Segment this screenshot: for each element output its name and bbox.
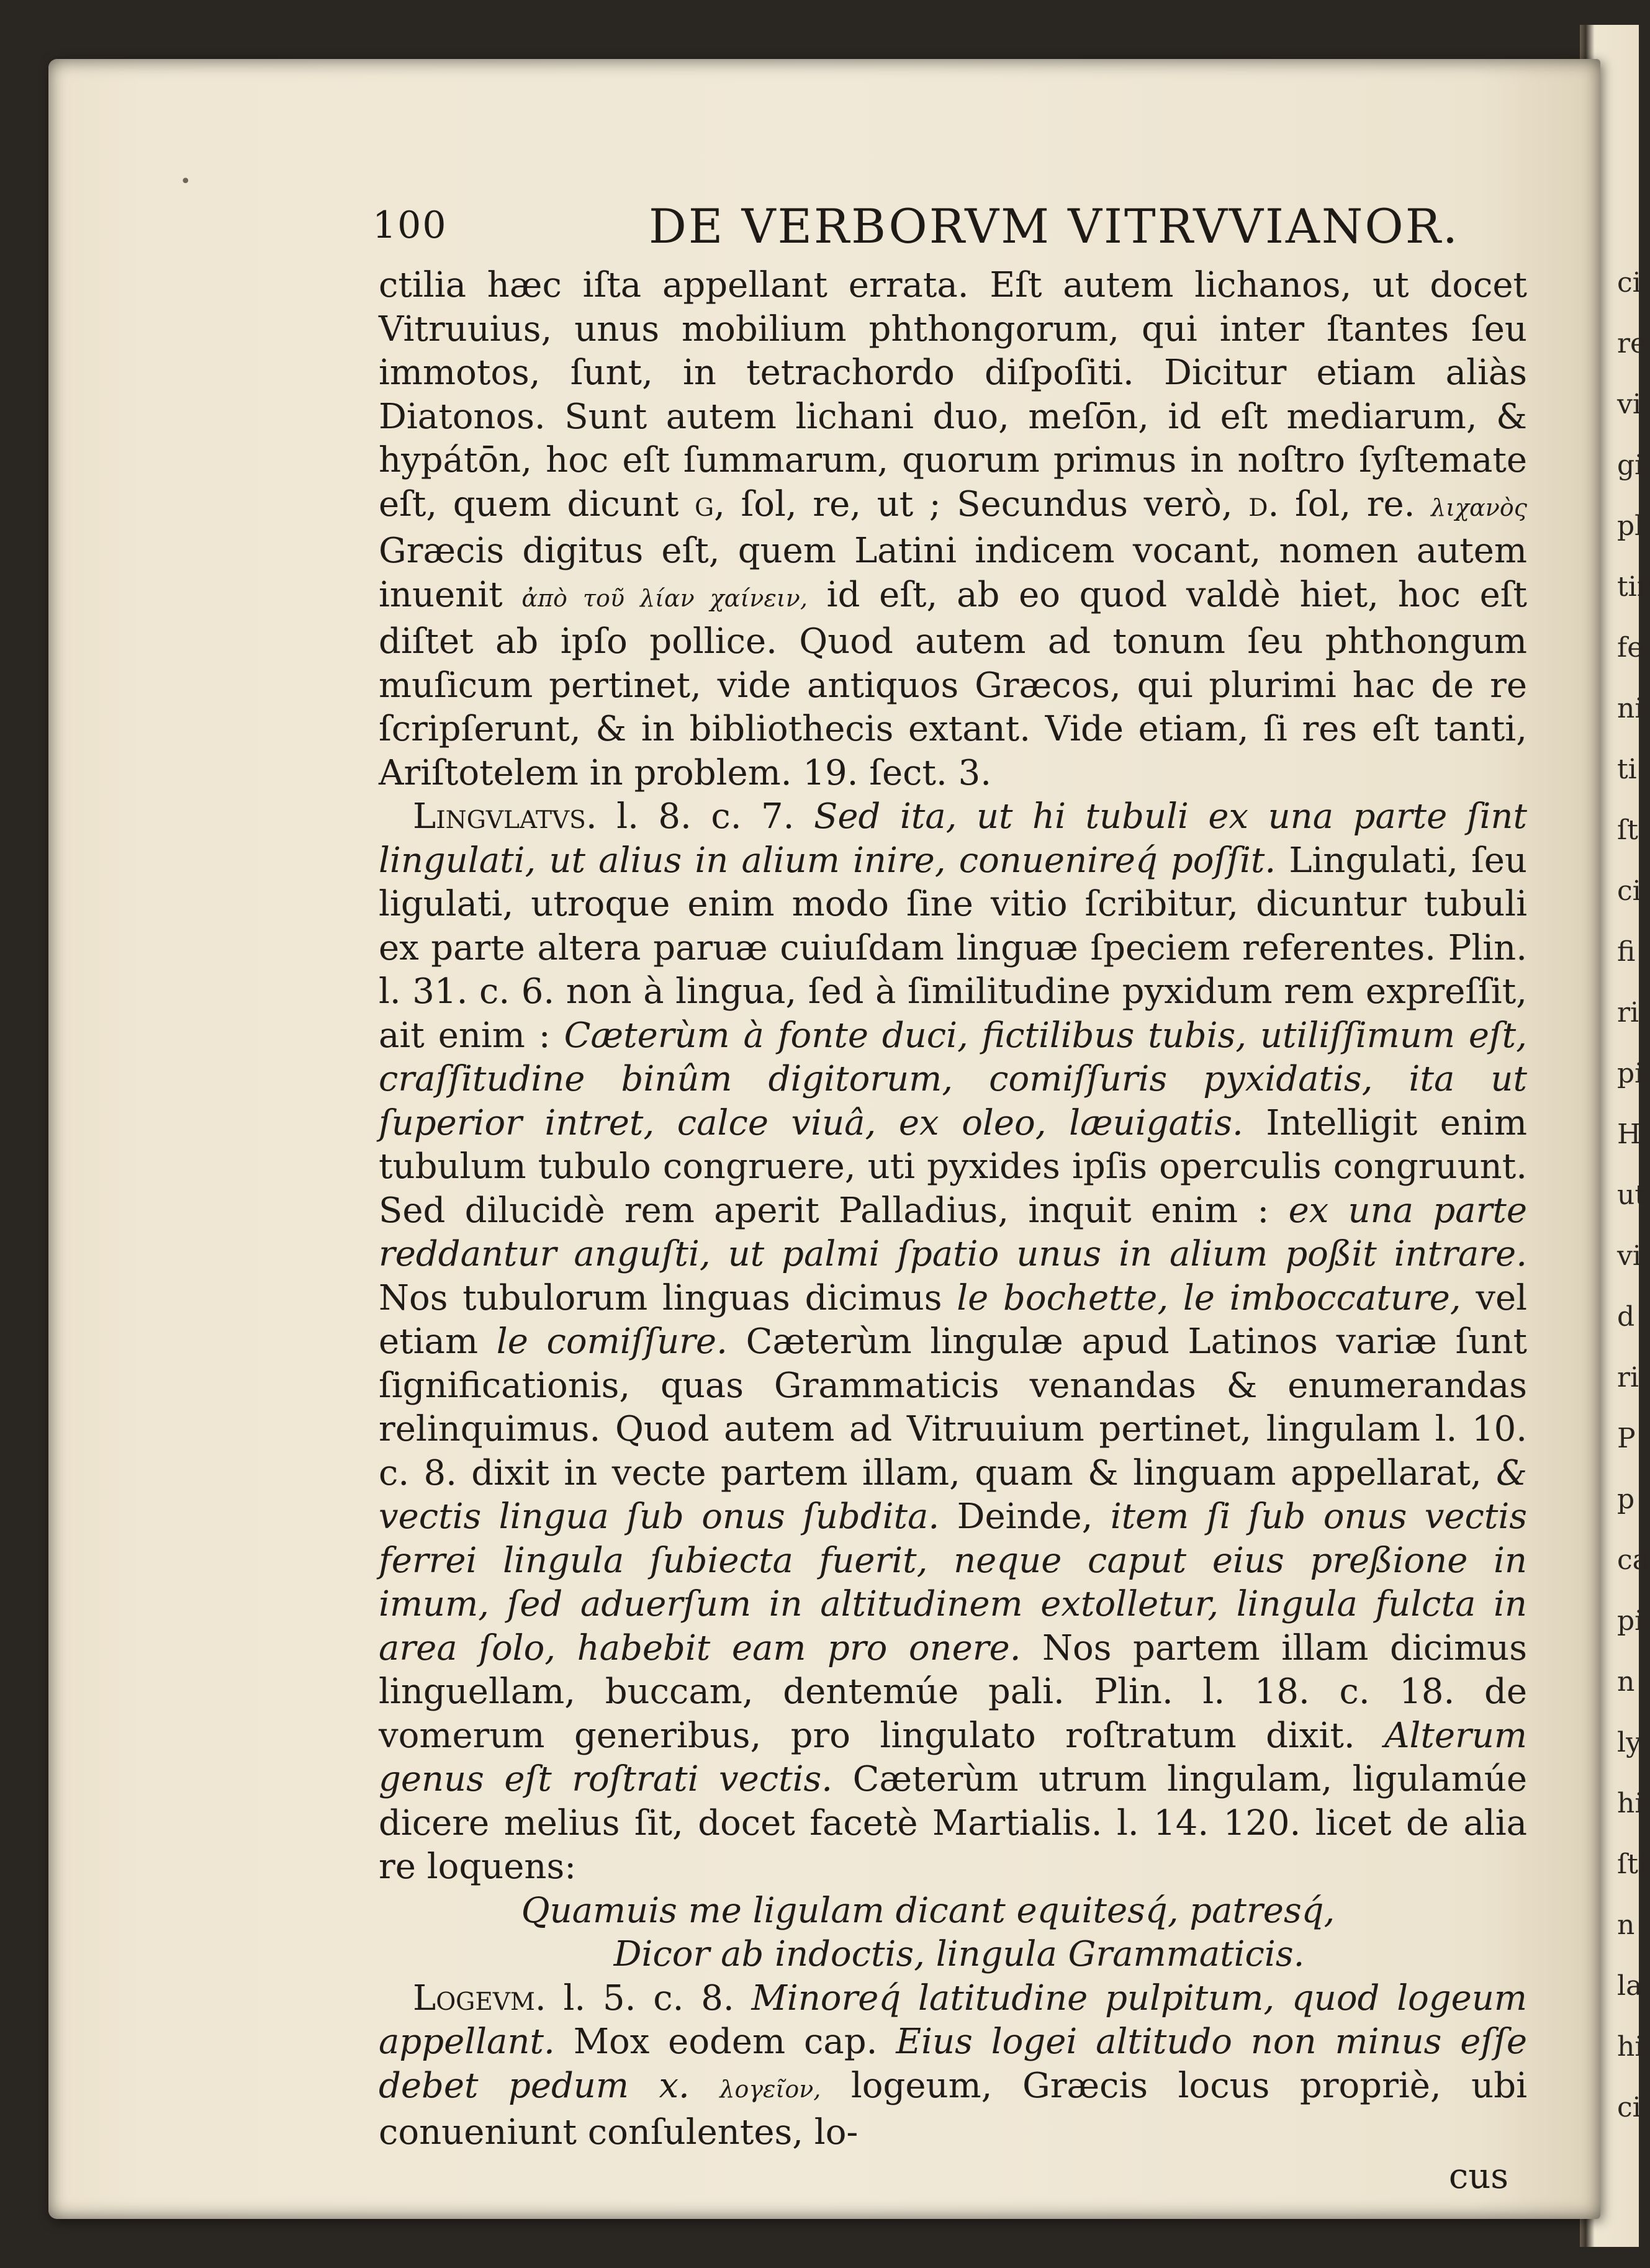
greek-word: ἀπὸ τοῦ λίαν χαίνειν, <box>521 584 808 612</box>
text-run: Mox eodem cap. <box>573 2022 878 2062</box>
text-run: , ſol, re, ut ; Secundus verò, <box>714 484 1233 524</box>
text-run: Nos tubulorum linguas dicimus <box>379 1277 942 1318</box>
quotation: & vectis lingua ſub onus ſubdita. <box>379 1452 1527 1537</box>
text-run: Græcis digitus eſt, quem Latini indicem vocant, nomen autem inuenit <box>379 531 1527 615</box>
edge-letter: hi <box>1617 1788 1644 1819</box>
edge-letter: la <box>1617 1970 1643 2002</box>
edge-letter: vi <box>1617 1240 1641 1272</box>
catchword: cus <box>1448 2156 1508 2197</box>
paragraph-logeum <box>379 1977 1527 2155</box>
edge-letter: ca <box>1617 1544 1649 1576</box>
text-run: Intelligit enim tubulum tubulo congruere, uti pyxides ipſis operculis congruunt. Sed dilucidè rem aperit Palladius, inquit enim : <box>379 1102 1527 1231</box>
text-run: ctilia hæc iſta appellant errata. Eſt autem lichanos, ut docet Vitruuius, unus mobilium phthongorum, qui inter ſtantes ſeu immotos, ſunt, in tetrachordo diſpoſiti. Dicitur etiam aliàs Diatonos. Sunt autem lichani duo, meſōn, id eſt mediarum, & hypátōn, hoc eſt ſummarum, quorum primus in noſtro ſyſtemate eſt, quem dicunt <box>379 265 1527 524</box>
running-title: DE VERBORVM VITRVVIANOR. <box>649 199 1460 254</box>
edge-letter: gi <box>1617 449 1644 481</box>
edge-letter: fi <box>1617 936 1636 968</box>
text-run: . l. 8. c. 7. <box>585 796 795 837</box>
text-run: Deinde, <box>957 1496 1093 1537</box>
page-header <box>372 142 1595 254</box>
quotation: Eius logei altitudo non minus eſſe debet pedum x. <box>379 2022 1527 2106</box>
edge-letter: pl <box>1617 510 1644 542</box>
text-run: g <box>694 484 715 524</box>
page-body <box>379 264 1527 2198</box>
text-run: Nos partem illam dicimus linguellam, buccam, dentemúe pali. Plin. l. 18. c. 18. de vomerum generibus, pro lingulato roſtratum dixit. <box>379 1627 1527 1756</box>
text-run: . ſol, re. <box>1268 484 1415 524</box>
text-run: vel etiam <box>379 1277 1528 1362</box>
edge-letter: ſt <box>1617 814 1638 846</box>
edge-letter: ni <box>1617 693 1644 724</box>
edge-letter: ri <box>1617 1362 1639 1393</box>
edge-letter: P <box>1617 1423 1636 1454</box>
page-number: 100 <box>372 204 448 247</box>
edge-letter: d <box>1617 1301 1635 1333</box>
greek-word: λιχανὸς <box>1431 493 1528 521</box>
edge-letter: p <box>1617 1483 1635 1515</box>
edge-letter: ti <box>1617 754 1637 785</box>
text-run: id eſt, ab eo quod valdè hiet, hoc eſt diſtet ab ipſo pollice. Quod autem ad tonum ſeu phthongum muſicum pertinet, vide antiquos Græcos, qui plurimi hac de re ſcripſerunt, & in bibliothecis extant. Vide etiam, ſi res eſt tanti, Ariſtotelem in problem. 19. ſect. 3. <box>379 574 1527 793</box>
edge-letter: ly <box>1617 1727 1641 1758</box>
edge-letter: ci <box>1617 875 1641 907</box>
text-run: d <box>1248 484 1268 524</box>
entry-headword: Lingvlatvs <box>413 796 586 837</box>
text-run: . l. 5. c. 8. <box>534 1978 734 2018</box>
edge-letter: n <box>1617 1666 1635 1698</box>
text-run: Cæterùm utrum lingulam, ligulamúe dicere melius ſit, docet facetè Martialis. l. 14. 120. licet de alia re loquens: <box>379 1759 1527 1887</box>
edge-letter: tir <box>1617 571 1650 603</box>
edge-letter: H <box>1617 1118 1641 1150</box>
edge-letter: n <box>1617 1909 1635 1941</box>
verse-line-2: Dicor ab indoctis, lingula Grammaticis. <box>613 1934 1305 1974</box>
quotation: le bochette, le imboccature, <box>957 1277 1461 1318</box>
edge-letter: ut <box>1617 1179 1646 1211</box>
quotation: Cæterùm à fonte duci, fictilibus tubis, utiliſſimum eſt, craſſitudine binûm digitorum, comiſſuris pyxidatis, ita ut ſuperior intret, calce viuâ, ex oleo, læuigatis. <box>379 1015 1527 1143</box>
quotation: le comiſſure. <box>496 1321 728 1362</box>
text-run: Cæterùm lingulæ apud Latinos variæ ſunt ſignificationis, quas Grammaticis venandas & enumerandas relinquimus. Quod autem ad Vitruuium pertinet, lingulam l. 10. c. 8. dixit in vecte partem illam, quam & linguam appellarat, <box>379 1321 1527 1493</box>
edge-letter: fe <box>1617 632 1644 664</box>
edge-letter: ſti <box>1617 1848 1648 1880</box>
edge-letter: ci <box>1617 2092 1641 2123</box>
greek-word: λογεῖον, <box>719 2075 821 2103</box>
paragraph-lingulatus <box>379 795 1527 1889</box>
edge-letter: vi <box>1617 389 1641 420</box>
text-run: Lingulati, ſeu ligulati, utroque enim modo ſine vitio ſcribitur, dicuntur tubuli ex parte altera paruæ cuiuſdam linguæ ſpeciem referentes. Plin. l. 31. c. 6. non à lingua, ſed à ſimilitudine pyxidum rem expreſſit, ait enim : <box>379 840 1527 1056</box>
entry-headword: Logevm <box>413 1978 535 2018</box>
edge-letter: pi <box>1617 1058 1644 1089</box>
paragraph-lichanos <box>379 264 1527 795</box>
edge-letter: ci <box>1617 267 1641 299</box>
quotation: Sed ita, ut hi tubuli ex una parte ſint lingulati, ut alius in alium inire, conuenireq́ poſſit. <box>379 796 1527 881</box>
text-run: logeum, Græcis locus propriè, ubi conueniunt conſulentes, lo- <box>379 2065 1528 2153</box>
verse-line-1: Quamuis me ligulam dicant equitesq́, patresq́, <box>521 1890 1335 1931</box>
quotation: item ſi ſub onus vectis ferrei lingula ſubiecta fuerit, neque caput eius preßione in imum, ſed aduerſum in altitudinem extolletur, lingula fulcta in area ſolo, habebit eam pro onere. <box>379 1496 1527 1668</box>
quotation: ex una parte reddantur anguſti, ut palmi ſpatio unus in alium poßit intrare. <box>379 1190 1527 1274</box>
quotation: Alterum genus eſt roſtrati vectis. <box>379 1715 1528 1799</box>
edge-letter: ri <box>1617 997 1639 1028</box>
edge-letter: pi <box>1617 1605 1644 1637</box>
quotation: Minoreq́ latitudine pulpitum, quod logeum appellant. <box>379 1978 1527 2062</box>
edge-letter: hi <box>1617 2031 1644 2063</box>
edge-letter: re <box>1617 328 1647 359</box>
ink-speck: • <box>180 171 191 192</box>
